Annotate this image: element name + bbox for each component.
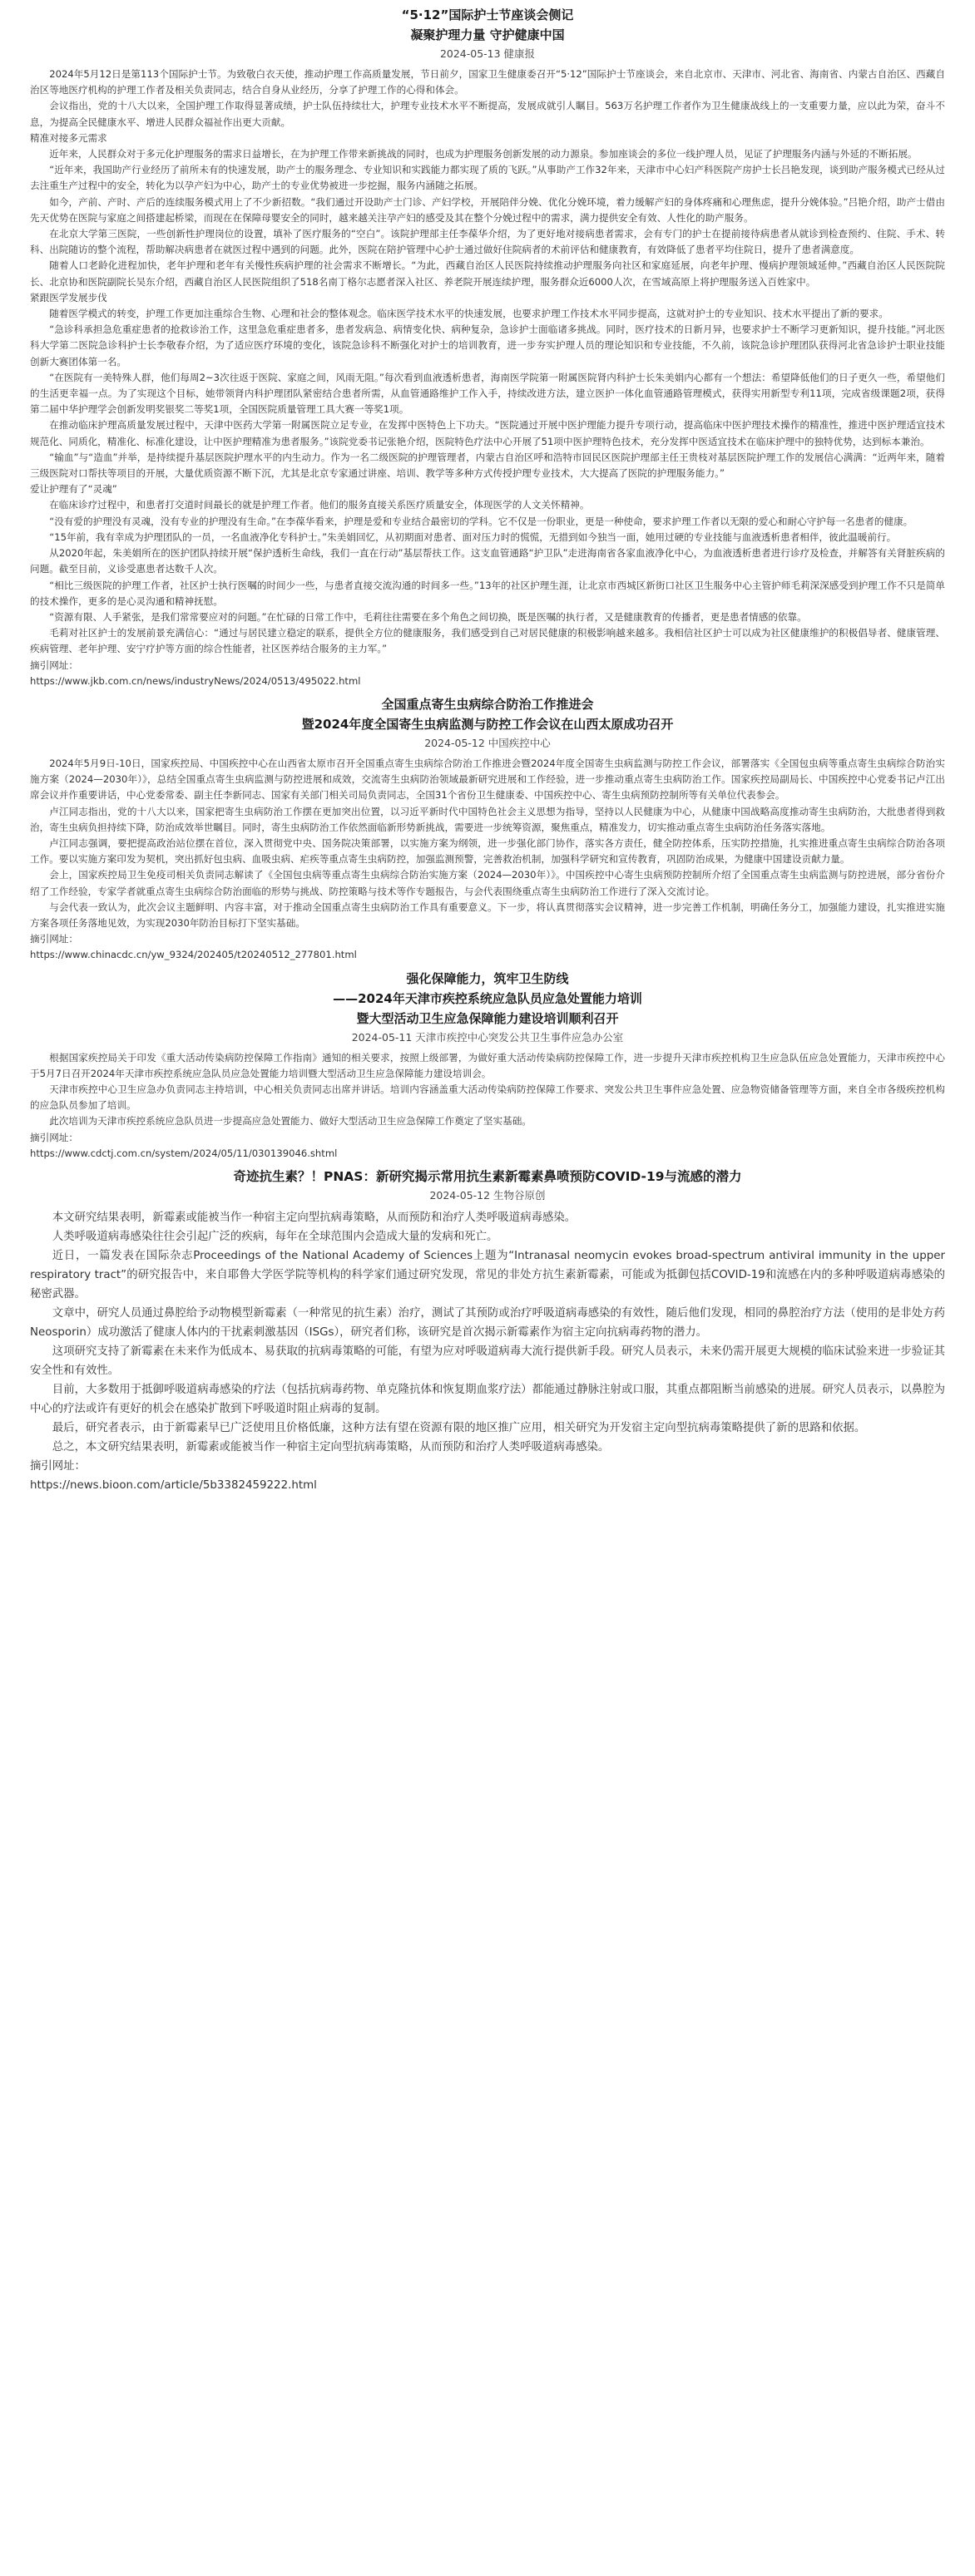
paragraph: “没有爱的护理没有灵魂，没有专业的护理没有生命。”在李葆华看来，护理是爱和专业结合最密切的学科。它不仅是一份职业，更是一种使命，要求护理工作者以无限的爱心和耐心守护每一名患者的健康。	[49, 515, 913, 527]
section-heading: 精准对接多元需求	[30, 131, 107, 144]
source-link[interactable]	[30, 931, 945, 963]
paragraph: 从2020年起，朱美娟所在的医护团队持续开展“保护透析生命线，我们一直在行动”基层帮扶工作。这支血管通路“护卫队”走进海南省各家血液净化中心，为血液透析患者进行诊疗及检查，并解答有关肾脏疾病的问题。截至目前，义诊受惠患者达数千人次。	[30, 547, 945, 575]
article-4	[30, 1167, 945, 1495]
paragraph: 随着人口老龄化进程加快，老年护理和老年有关慢性疾病护理的社会需求不断增长。“为此，西藏自治区人民医院持续推动护理服务向社区和家庭延展，向老年护理、慢病护理领域延伸。”西藏自治区人民医院院长、北京协和医院副院长吴东介绍，西藏自治区人民医院组织了518名南丁格尔志愿者深入社区、养老院开展连续护理，服务群众近6000人次，在雪域高原上将护理服务送入百姓家中。	[30, 259, 945, 288]
section-heading: 紧跟医学发展步伐	[30, 291, 107, 303]
source-link-label: 摘引网址：	[30, 1459, 86, 1473]
article-meta: 2024-05-12 中国疾控中心	[424, 736, 551, 749]
article-body	[30, 756, 945, 931]
paragraph: 毛莉对社区护士的发展前景充满信心：“通过与居民建立稳定的联系，提供全方位的健康服务，我们感受到自己对居民健康的积极影响越来越多。我相信社区护士可以成为社区健康维护的积极倡导者、健康管理、疾病管理、老年护理、安宁疗护等方面的综合性能者，社区医养结合服务的主力军。”	[30, 627, 945, 655]
paragraph: 与会代表一致认为，此次会议主题鲜明、内容丰富，对于推动全国重点寄生虫病防治工作具有重要意义。下一步，将认真贯彻落实会议精神，进一步完善工作机制，明确任务分工，加强能力建设，扎实推进实施方案各项任务落地见效，为实现2030年防治目标打下坚实基础。	[30, 901, 945, 929]
paragraph: 根据国家疾控局关于印发《重大活动传染病防控保障工作指南》通知的相关要求，按照上级部署，为做好重大活动传染病防控保障工作，进一步提升天津市疾控机构卫生应急队伍应急处置能力，天津市疾控中心于5月7日召开2024年天津市疾控系统应急队员应急处置能力培训暨大型活动卫生应急保障能力建设培训会。	[30, 1051, 945, 1079]
paragraph: “输血”与“造血”并举，是持续提升基层医院护理水平的内生动力。作为一名二级医院的护理管理者，内蒙古自治区呼和浩特市回民区医院护理部主任王贵枝对基层医院护理工作的发展信心满满：“近两年来，随着三级医院对口帮扶等项目的开展，大量优质资源不断下沉，尤其是北京专家通过讲座、培训、教学等多种方式传授护理专业技术，大大提高了医院的护理服务能力。”	[30, 451, 945, 480]
paragraph: 2024年5月9日-10日，国家疾控局、中国疾控中心在山西省太原市召开全国重点寄生虫病综合防治工作推进会暨2024年度全国寄生虫病监测与防控工作会议，部署落实《全国包虫病等重点寄生虫病综合防治实施方案（2024—2030年）》，总结全国重点寄生虫病监测与防控进展和成效，交流寄生虫病防治领域最新研究进展和工作经验，进一步推动重点寄生虫病防治工作。国家疾控局副局长、中国疾控中心党委书记卢江出席会议并作重要讲话，中心党委常委、副主任李新同志、国家有关部门相关司局负责同志，全国31个省份卫生健康委、中国疾控中心、寄生虫病预防控制所等有关单位代表参会。	[30, 757, 945, 802]
article-title: 奇迹抗生素？！PNAS：新研究揭示常用抗生素新霉素鼻喷预防COVID-19与流感的潜力	[233, 1168, 742, 1184]
source-url[interactable]: https://www.cdctj.com.cn/system/2024/05/11/030139046.shtml	[30, 1147, 338, 1159]
article-subtitle: 暨2024年度全国寄生虫病监测与防控工作会议在山西太原成功召开	[301, 716, 674, 732]
paragraph: “急诊科承担急危重症患者的抢救诊治工作，这里急危重症患者多，患者发病急、病情变化快、病种复杂，急诊护士面临诸多挑战。同时，医疗技术的日新月异，也要求护士不断学习更新知识，提升技能。”河北医科大学第二医院急诊科护士长李敬春介绍，为了适应医疗环境的变化，该院急诊科不断强化对护士的培训教育，进一步夯实护理人员的理论知识和专业技能，不久前，该院急诊护理团队获得河北省急诊护士职业技能创新大赛团体第一名。	[30, 323, 945, 368]
article-meta: 2024-05-13 健康报	[439, 47, 536, 60]
article-1	[30, 5, 945, 689]
paragraph: 会上，国家疾控局卫生免疫司相关负责同志解读了《全国包虫病等重点寄生虫病综合防治实施方案（2024—2030年）》。中国疾控中心寄生虫病预防控制所介绍了全国重点寄生虫病监测与防控进展，部分省份介绍了工作经验，专家学者就重点寄生虫病综合防治面临的形势与挑战、防控策略与技术等作专题报告，与会代表围绕重点寄生虫病防治工作进行了深入交流讨论。	[30, 869, 945, 897]
source-link[interactable]	[30, 1130, 945, 1162]
article-title: 全国重点寄生虫病综合防治工作推进会	[381, 696, 594, 712]
paragraph: 随着医学模式的转变，护理工作更加注重综合生物、心理和社会的整体观念。临床医学技术水平的快速发展，也要求护理工作技术水平同步提高，这就对护士的专业知识、技术水平提出了新的要求。	[49, 308, 888, 320]
paragraph: 本文研究结果表明，新霉素或能被当作一种宿主定向型抗病毒策略，从而预防和治疗人类呼吸道病毒感染。	[52, 1211, 577, 1224]
source-link-label: 摘引网址：	[30, 659, 78, 671]
article-meta: 2024-05-11 天津市疾控中心突发公共卫生事件应急办公室	[351, 1030, 624, 1044]
paragraph: 卢江同志强调，要把提高政治站位摆在首位，深入贯彻党中央、国务院决策部署，以实施方案为纲领，进一步强化部门协作，落实各方责任，健全防控体系，压实防控措施，扎实推进重点寄生虫病综合防治各项工作。要以实施方案印发为契机，突出抓好包虫病、血吸虫病、疟疾等重点寄生虫病防控，加强监测预警，完善救治机制，加强科学研究和宣传教育，巩固防治成果，为健康中国建设贡献力量。	[30, 836, 945, 866]
article-subtitle: 凝聚护理力量 守护健康中国	[410, 27, 565, 42]
paragraph: 近年来，人民群众对于多元化护理服务的需求日益增长，在为护理工作带来新挑战的同时，也成为护理服务创新发展的动力源泉。参加座谈会的多位一线护理人员，见证了护理服务内涵与外延的不断拓展。	[49, 148, 918, 160]
article-2	[30, 694, 945, 964]
paragraph: 卢江同志指出，党的十八大以来，国家把寄生虫病防治工作摆在更加突出位置，以习近平新时代中国特色社会主义思想为指导，坚持以人民健康为中心，从健康中国战略高度推动寄生虫病防治，大批患者得到救治，寄生虫病负担持续下降，防治成效举世瞩目。同时，寄生虫病防治工作依然面临新形势新挑战，需要进一步统筹资源，聚焦重点，精准发力，切实推动重点寄生虫病防治任务落实落地。	[30, 805, 945, 833]
paragraph: “近年来，我国助产行业经历了前所未有的快速发展，助产士的服务理念、专业知识和实践能力都实现了质的飞跃。”从事助产工作32年来，天津市中心妇产科医院产房护士长吕艳发现，谈到助产服务模式已经从过去注重生产过程中的安全，转化为以孕产妇为中心，助产士的专业优势被进一步挖掘，服务内涵随之拓展。	[30, 164, 945, 192]
paragraph: 这项研究支持了新霉素在未来作为低成本、易获取的抗病毒策略的可能，有望为应对呼吸道病毒大流行提供新手段。研究人员表示，未来仍需开展更大规模的临床试验来进一步验证其安全性和有效性。	[30, 1345, 945, 1377]
section-heading: 爱让护理有了“灵魂”	[30, 483, 117, 496]
article-body	[30, 67, 945, 658]
article-subtitle-2: 暨大型活动卫生应急保障能力建设培训顺利召开	[356, 1010, 619, 1026]
paragraph: “在医院有一美特殊人群，他们每周2~3次往返于医院、家庭之间，风雨无阻。”每次看到血液透析患者，海南医学院第一附属医院肾内科护士长朱美娟内心都有一个想法：希望降低他们的日子更久一些，希望他们的生活更幸福一点。为了实现这个目标，她带领肾内科护理团队紧密结合患者所需，从血管通路维护工作入手，持续改进方法，建立医护一体化血管通路管理模式，获得实用新型专利11项，完成省级课题2项，获得第二届中华护理学会创新发明奖银奖二等奖1项，全国医院质量管理工具大赛一等奖1项。	[30, 371, 945, 416]
paragraph: 近日，一篇发表在国际杂志Proceedings of the National Academy of Sciences上题为“Intranasal neomycin evokes broad-spectrum antiviral immunity in the upper respiratory tract”的研究报告中，来自耶鲁大学医学院等机构的科学家们通过研究发现，常见的非处方抗生素新霉素，可能或为抵御包括COVID-19和流感在内的多种呼吸道病毒感染的秘密武器。	[30, 1249, 945, 1300]
paragraph: 天津市疾控中心卫生应急办负责同志主持培训，中心相关负责同志出席并讲话。培训内容涵盖重大活动传染病防控保障工作要求、突发公共卫生事件应急处置、应急物资储备管理等方面，来自全市各级疾控机构的应急队员参加了培训。	[30, 1083, 945, 1112]
source-link[interactable]	[30, 1457, 945, 1495]
paragraph: 总之，本文研究结果表明，新霉素或能被当作一种宿主定向型抗病毒策略，从而预防和治疗人类呼吸道病毒感染。	[52, 1440, 610, 1453]
article-body	[30, 1050, 945, 1130]
source-url[interactable]: https://www.jkb.com.cn/news/industryNews/2024/0513/495022.html	[30, 674, 361, 687]
paragraph: 最后，研究者表示，由于新霉素早已广泛使用且价格低廉，这种方法有望在资源有限的地区推广应用，相关研究为开发宿主定向型抗病毒策略提供了新的思路和依据。	[52, 1421, 866, 1434]
paragraph: 如今，产前、产时、产后的连续服务模式用上了不少新招数。“我们通过开设助产士门诊、产妇学校，开展陪伴分娩、优化分娩环境，着力缓解产妇的身体疼痛和心理焦虑，提升分娩体验。”吕艳介绍，助产士借由先天优势在医院与家庭之间搭建起桥梁，而现在在保障母婴安全的同时，越来越关注孕产妇的感受及其在整个分娩过程中的需求，满力提供安全有效、人性化的助产服务。	[30, 195, 945, 224]
paragraph: 人类呼吸道病毒感染往往会引起广泛的疾病，每年在全球范围内会造成大量的发病和死亡。	[52, 1230, 498, 1243]
source-link-label: 摘引网址：	[30, 1131, 78, 1143]
article-subtitle: ——2024年天津市疾控系统应急队员应急处置能力培训	[333, 990, 642, 1006]
article-meta: 2024-05-12 生物谷原创	[429, 1188, 546, 1202]
source-link-label: 摘引网址：	[30, 933, 78, 945]
article-title: “5·12”国际护士节座谈会侧记	[401, 7, 574, 22]
article-body	[30, 1208, 945, 1457]
source-link[interactable]	[30, 658, 945, 689]
article-3	[30, 969, 945, 1162]
paragraph: “相比三级医院的护理工作者，社区护士执行医嘱的时间少一些，与患者直接交流沟通的时间多一些。”13年的社区护理生涯，让北京市西城区新街口社区卫生服务中心主管护师毛莉深深感受到护理工作不只是简单的技术操作，更多的是心灵沟通和精神抚慰。	[30, 579, 945, 607]
paragraph: “资源有限、人手紧张，是我们常常要应对的问题。”在忙碌的日常工作中，毛莉往往需要在多个角色之间切换，既是医嘱的执行者，又是健康教育的传播者，更是患者情感的依靠。	[49, 610, 807, 623]
paragraph: 在临床诊疗过程中，和患者打交道时间最长的就是护理工作者。他们的服务直接关系医疗质量安全，体现医学的人文关怀精神。	[49, 499, 590, 511]
source-url[interactable]: https://www.chinacdc.cn/yw_9324/202405/t20240512_277801.html	[30, 949, 357, 961]
paragraph: 文章中，研究人员通过鼻腔给予动物模型新霉素（一种常见的抗生素）治疗，测试了其预防或治疗呼吸道病毒感染的有效性，随后他们发现，相同的鼻腔治疗方法（使用的是非处方药Neosporin）成功激活了健康人体内的干扰素刺激基因（ISGs），研究者们称，该研究是首次揭示新霉素作为宿主定向抗病毒药物的潜力。	[30, 1306, 945, 1339]
article-title: 强化保障能力，筑牢卫生防线	[406, 970, 569, 986]
paragraph: “15年前，我有幸成为护理团队的一员，一名血液净化专科护士。”朱美娟回忆，从初期面对患者、面对压力时的慌慌，无措到如今独当一面，她用过硬的专业技能与血液透析患者相伴，彼此温暖前行。	[49, 530, 897, 543]
paragraph: 会议指出，党的十八大以来，全国护理工作取得显著成绩，护士队伍持续壮大，护理专业技术水平不断提高，发展成就引人瞩目。563万名护理工作者作为卫生健康战线上的一支重要力量，应以此为荣，奋斗不息，为提高全民健康水平、增进人民群众福祉作出更大贡献。	[30, 100, 945, 128]
paragraph: 在推动临床护理高质量发展过程中，天津中医药大学第一附属医院立足专业，在发挥中医特色上下功夫。“医院通过开展中医护理能力提升专项行动，提高临床中医护理技术操作的精准性，推进中医护理适宜技术规范化、同质化，精准化、标准化建设，让中医护理精准为患者服务。”该院党委书记张艳介绍，医院特色疗法中心开展了51项中医护理特色技术，充分发挥中医适宜技术在临床护理中的独特优势，达到标本兼治。	[30, 419, 945, 447]
document-page	[30, 0, 945, 1495]
paragraph: 目前，大多数用于抵御呼吸道病毒感染的疗法（包括抗病毒药物、单克隆抗体和恢复期血浆疗法）都能通过静脉注射或口服，其重点都阻断当前感染的进展。研究人员表示，以鼻腔为中心的疗法或许有更好的机会在感染扩散到下呼吸道时阻止病毒的复制。	[30, 1383, 945, 1415]
paragraph: 此次培训为天津市疾控系统应急队员进一步提高应急处置能力、做好大型活动卫生应急保障工作奠定了坚实基础。	[49, 1115, 532, 1128]
paragraph: 2024年5月12日是第113个国际护士节。为致敬白衣天使，推动护理工作高质量发展，节日前夕，国家卫生健康委召开“5·12”国际护士节座谈会，来自北京市、天津市、河北省、海南省、内蒙古自治区、西藏自治区等地医疗机构的护理工作者及相关负责同志，结合自身从业经历，分享了护理工作的心得和体会。	[30, 68, 945, 96]
paragraph: 在北京大学第三医院，一些创新性护理岗位的设置，填补了医疗服务的“空白”。该院护理部主任李葆华介绍，为了更好地对接病患者需求，会有专门的护士在提前接待病患者从就诊到检查预约、住院、手术、转科、出院随访的整个流程，帮助解决病患者在就医过程中遇到的问题。此外，医院在陪护管理中心护士通过做好住院病者的术前评估和健康教育，有效降低了患者平均住院日，提升了患者满意度。	[30, 228, 945, 256]
source-url[interactable]: https://news.bioon.com/article/5b3382459222.html	[30, 1478, 317, 1492]
